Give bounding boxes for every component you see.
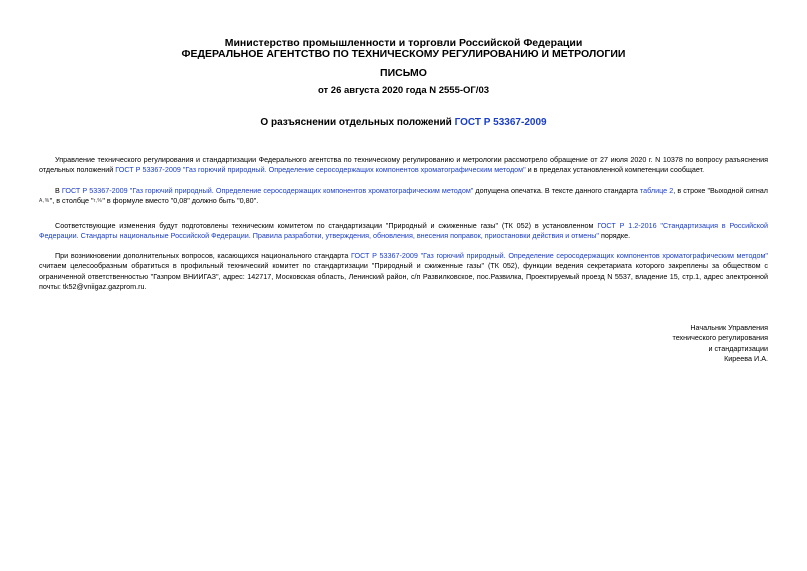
document-subject bbox=[0, 117, 807, 128]
signature-position-3: и стандартизации bbox=[708, 343, 768, 353]
p4-text-1: При возникновении дополнительных вопросов, касающихся национального стандарта bbox=[55, 251, 352, 260]
p2-table-2-link[interactable]: таблице 2 bbox=[639, 186, 674, 195]
paragraph-4 bbox=[39, 251, 768, 293]
subject-gost-link[interactable]: ГОСТ Р 53367-2009 bbox=[454, 117, 547, 128]
signature-position-1: Начальник Управления bbox=[690, 323, 768, 332]
subject-text: О разъяснении отдельных положений bbox=[260, 117, 455, 128]
p4-text-3: считаем целесообразным обратиться в профильный технический комитет по стандартизации "Природный и сжиженные газы" (ТК 052), функции ведения секретариата которого закреплены за обществом с ограниченной ответственностью "Газпром ВНИИГАЗ", адрес: 142717, Московская область, Ленинский район, с/п Развилковское, пос.Развилка, Проектируемый проезд N 5537, владение 15, стр.1, адрес электронной почты: tk52@vniigaz.gazprom.ru. bbox=[39, 261, 768, 292]
ministry-title: Министерство промышленности и торговли Российской Федерации bbox=[224, 37, 583, 49]
signature-position-2: технического регулирования bbox=[672, 333, 768, 343]
agency-title: ФЕДЕРАЛЬНОЕ АГЕНТСТВО ПО ТЕХНИЧЕСКОМУ РЕГУЛИРОВАНИЮ И МЕТРОЛОГИИ bbox=[181, 48, 626, 60]
p2-gost-title-link[interactable]: "Газ горючий природный. Определение серосодержащих компонентов хроматографическим методом" bbox=[129, 186, 474, 195]
paragraph-1 bbox=[39, 155, 768, 176]
p2-text-4: , в строке "Выходной сигнал bbox=[673, 186, 768, 195]
paragraph-3 bbox=[39, 221, 768, 242]
p4-gost-link[interactable]: ГОСТ Р 53367-2009 bbox=[351, 251, 418, 260]
p3-gost-title-link[interactable]: "Стандартизация в Российской Федерации. Стандарты национальные Российской Федерации. Правила разработки, утверждения, обновления, внесения поправок, приостановки действия и отмены" bbox=[39, 221, 768, 241]
p3-text-1: Соответствующие изменения будут подготовлены техническим комитетом по стандартизации "Природный и сжиженные газы" (ТК 052) в установленном bbox=[55, 221, 598, 230]
document-date-number: от 26 августа 2020 года N 2555-ОГ/03 bbox=[317, 85, 490, 96]
p2-text-1: В bbox=[55, 186, 62, 195]
p2-text-5: ", в столбце " bbox=[49, 196, 94, 206]
paragraph-2 bbox=[39, 186, 768, 207]
signature-block bbox=[672, 323, 768, 365]
p2-text-6: " в формуле вместо "0,08" должно быть "0,80". bbox=[102, 196, 259, 206]
formula-image-2: r,% bbox=[93, 198, 103, 205]
p1-text-3: и в пределах установленной компетенции сообщает. bbox=[525, 165, 705, 175]
document-type: ПИСЬМО bbox=[380, 67, 427, 79]
p3-text-3: порядке. bbox=[598, 231, 631, 241]
p4-gost-title-link[interactable]: "Газ горючий природный. Определение серосодержащих компонентов хроматографическим методом" bbox=[420, 251, 768, 260]
p1-gost-title-link[interactable]: "Газ горючий природный. Определение серосодержащих компонентов хроматографическим методом" bbox=[182, 165, 526, 175]
p1-gost-link[interactable]: ГОСТ Р 53367-2009 bbox=[115, 165, 181, 175]
p1-text-1: Управление технического регулирования и стандартизации Федерального агентства по техническому регулированию и метрологии рассмотрело обращение от 27 июля 2020 г. N 10378 по вопросу разъяснения отдельных положений bbox=[39, 155, 768, 175]
signature-name: Киреева И.А. bbox=[724, 354, 768, 364]
p2-gost-link[interactable]: ГОСТ Р 53367-2009 bbox=[61, 186, 128, 195]
p2-text-3: допущена опечатка. В тексте данного стандарта bbox=[473, 186, 640, 195]
formula-image-1: A,% bbox=[39, 198, 50, 205]
p3-gost-link[interactable]: ГОСТ Р 1.2-2016 bbox=[597, 221, 657, 230]
